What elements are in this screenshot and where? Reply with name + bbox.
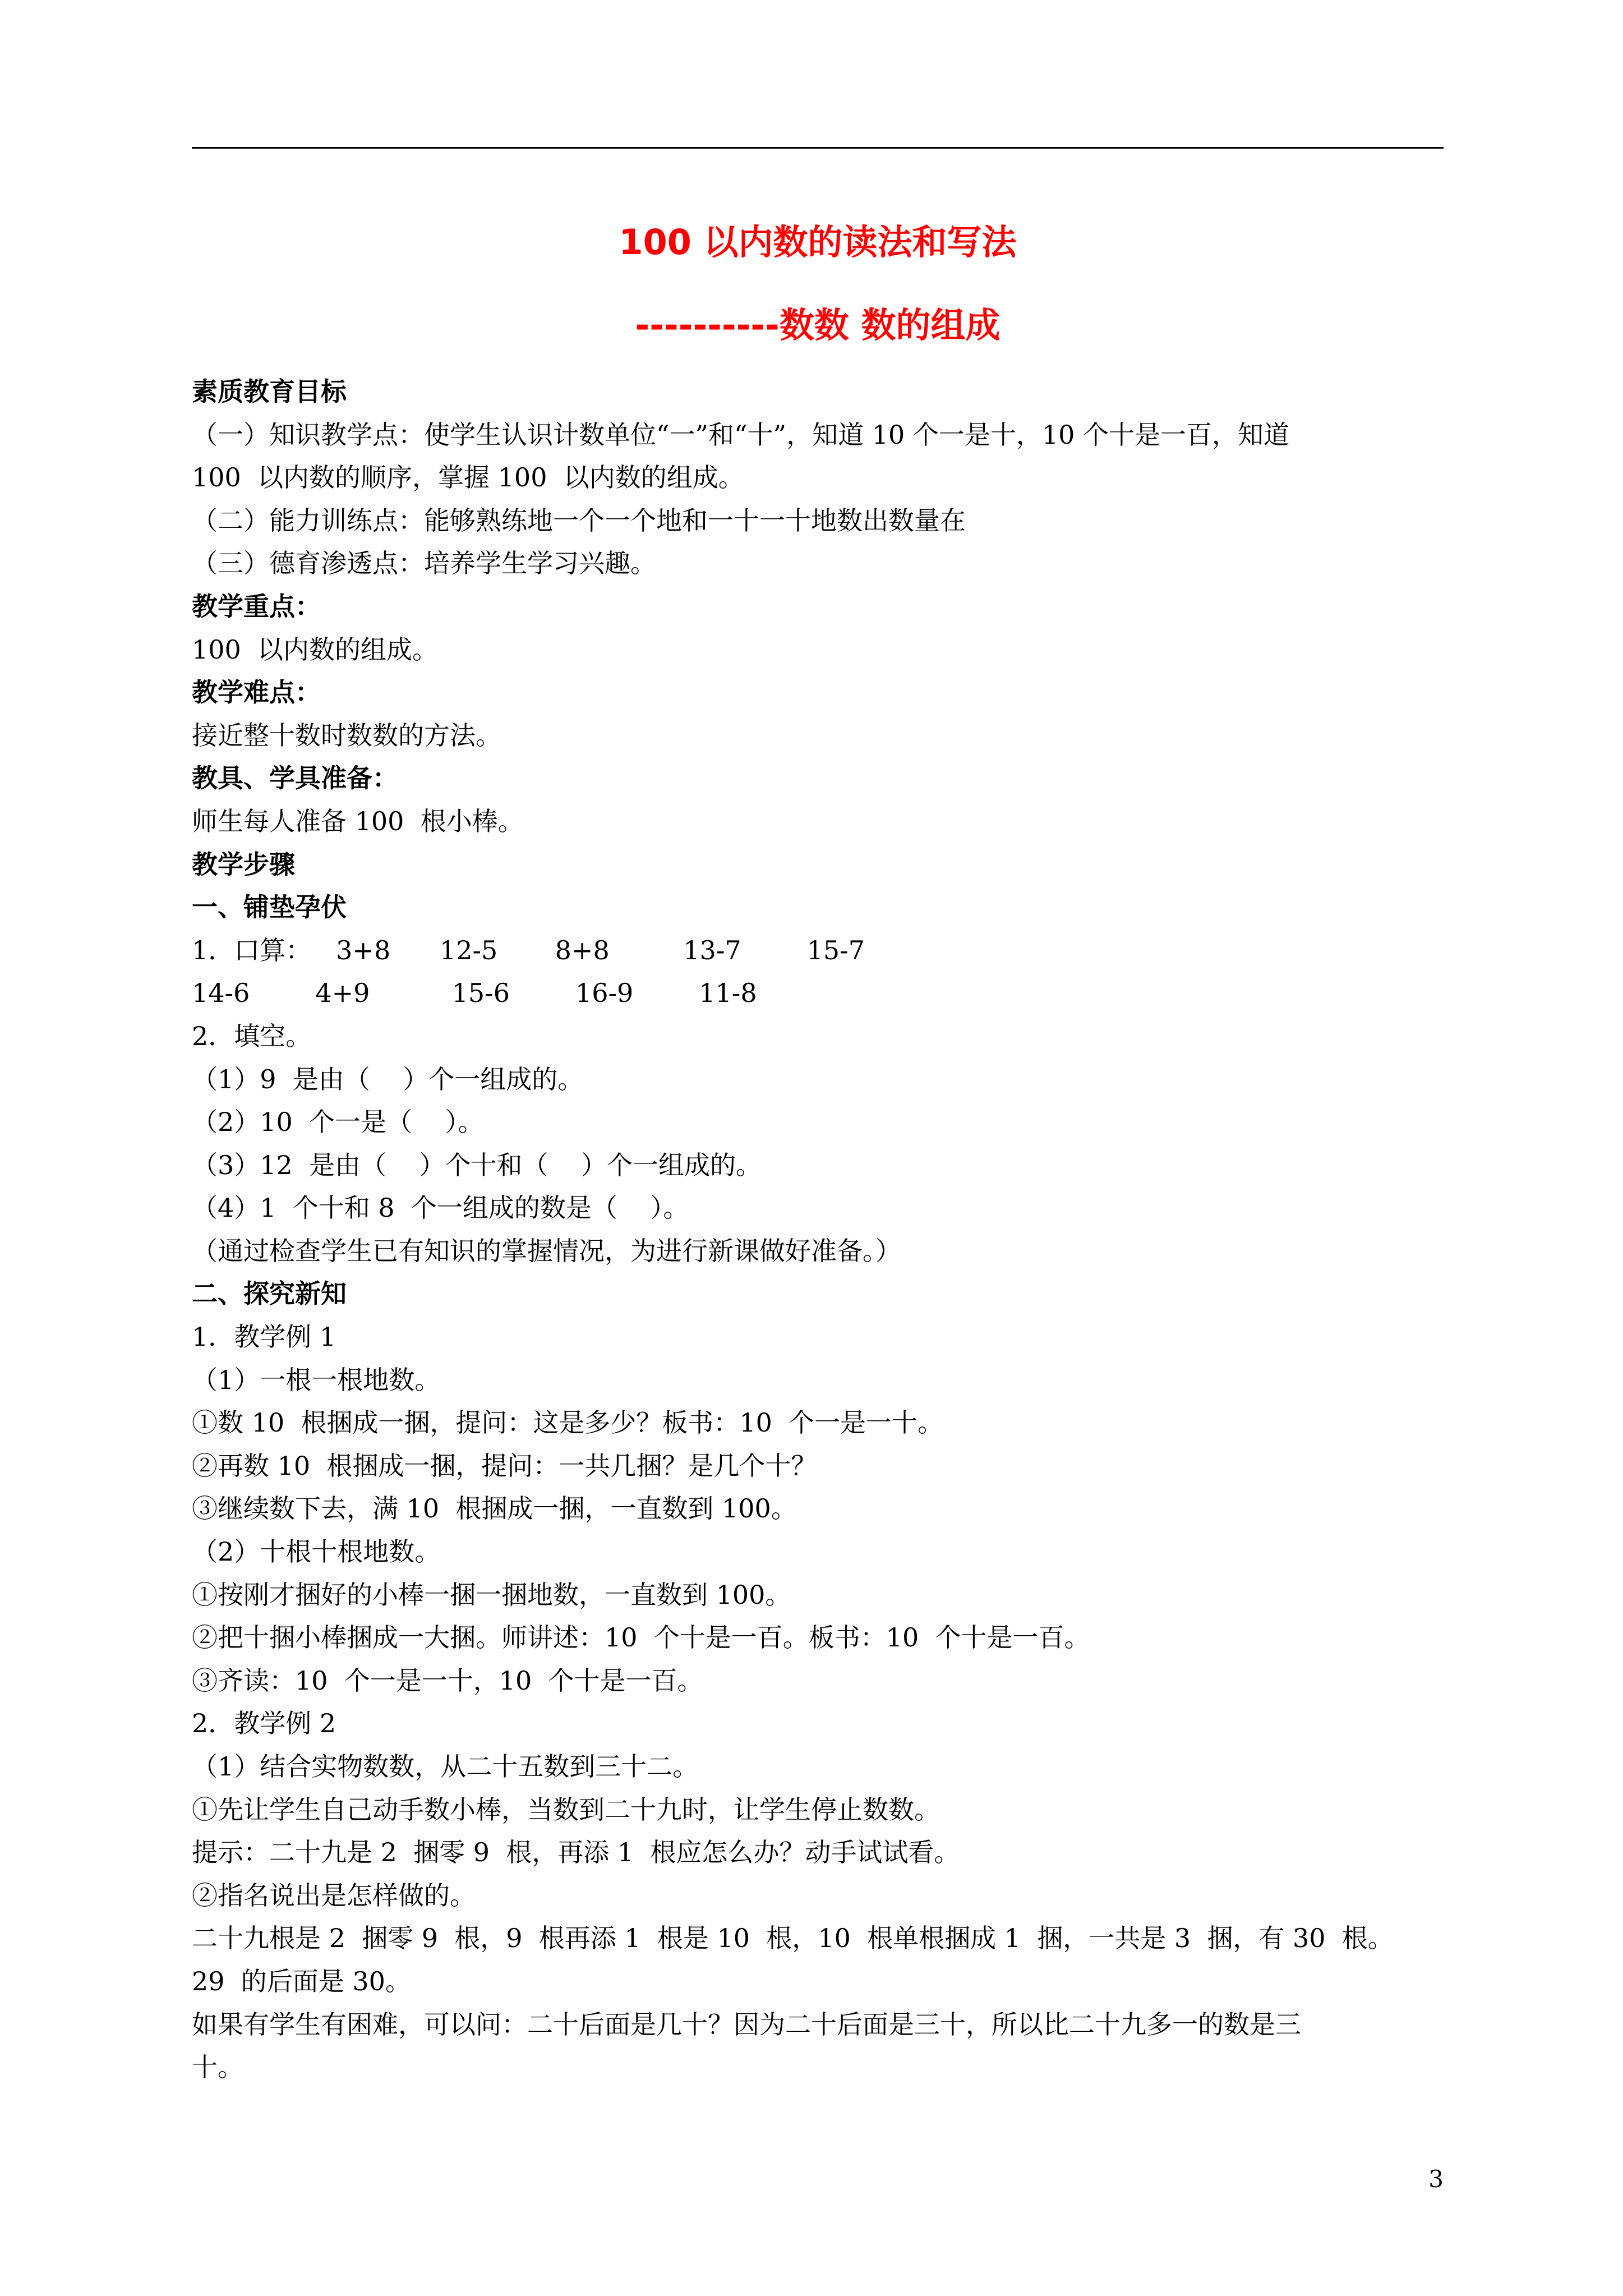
- text-line: ③齐读：10 个一是一十，10 个十是一百。: [192, 1665, 703, 1696]
- text-line: 二十九根是 2 捆零 9 根，9 根再添 1 根是 10 根，10 根单根捆成 1 捆，一共是 3 捆，有 30 根。: [192, 1923, 1394, 1954]
- text-line: （一）知识教学点：使学生认识计数单位“一”和“十”，知道 10 个一是十，10 个十是一百，知道: [192, 419, 1289, 450]
- section-heading: 教学难点：: [192, 677, 321, 708]
- document-body: [192, 370, 1444, 2089]
- section-heading: 教学重点：: [192, 591, 321, 622]
- document-title: 100 以内数的读法和写法: [619, 222, 1017, 263]
- text-line: ②把十捆小棒捆成一大捆。师讲述：10 个十是一百。板书：10 个十是一百。: [192, 1622, 1090, 1653]
- text-line: 1．教学例 1: [192, 1322, 336, 1352]
- header-rule: [192, 147, 1444, 149]
- text-line: （三）德育渗透点：培养学生学习兴趣。: [192, 548, 656, 579]
- section-heading: 教学步骤: [192, 849, 295, 880]
- text-line: （二）能力训练点：能够熟练地一个一个地和一十一十地数出数量在: [192, 505, 966, 536]
- text-line: 接近整十数时数数的方法。: [192, 720, 501, 751]
- text-line: 师生每人准备 100 根小棒。: [192, 806, 524, 836]
- text-line: 100 以内数的组成。: [192, 634, 439, 665]
- page-number: 3: [1428, 2165, 1444, 2193]
- text-line: 提示：二十九是 2 捆零 9 根，再添 1 根应怎么办？动手试试看。: [192, 1837, 960, 1868]
- text-line: 2．填空。: [192, 1020, 312, 1051]
- text-line: （4）1 个十和 8 个一组成的数是（ ）。: [192, 1193, 689, 1223]
- text-line: （1）结合实物数数，从二十五数到三十二。: [192, 1751, 699, 1782]
- text-line: 100 以内数的顺序，掌握 100 以内数的组成。: [192, 462, 744, 493]
- text-line: （2）10 个一是（ ）。: [192, 1107, 484, 1138]
- text-line: 1．口算： 3+8 12-5 8+8 13-7 15-7: [192, 935, 865, 965]
- text-line: ②指名说出是怎样做的。: [192, 1880, 476, 1911]
- text-line: ②再数 10 根捆成一捆，提问：一共几捆？是几个十？: [192, 1450, 817, 1481]
- text-line: ①按刚才捆好的小棒一捆一捆地数，一直数到 100。: [192, 1579, 791, 1610]
- text-line: 如果有学生有困难，可以问：二十后面是几十？因为二十后面是三十，所以比二十九多一的数是三: [192, 2009, 1301, 2040]
- text-line: （1）一根一根地数。: [192, 1364, 441, 1395]
- text-line: 29 的后面是 30。: [192, 1966, 411, 1996]
- section-heading: 素质教育目标: [192, 376, 347, 407]
- text-line: （2）十根十根地数。: [192, 1536, 441, 1567]
- text-line: （1）9 是由（ ）个一组成的。: [192, 1064, 584, 1094]
- section-heading: 教具、学具准备：: [192, 763, 398, 794]
- text-line: （3）12 是由（ ）个十和（ ）个一组成的。: [192, 1149, 762, 1180]
- text-line: （通过检查学生已有知识的掌握情况，为进行新课做好准备。）: [192, 1235, 901, 1266]
- section-heading: 一、铺垫孕伏: [192, 892, 347, 923]
- text-line: ①先让学生自己动手数小棒，当数到二十九时，让学生停止数数。: [192, 1794, 940, 1825]
- text-line: 14-6 4+9 15-6 16-9 11-8: [192, 978, 757, 1009]
- text-line: ①数 10 根捆成一捆，提问：这是多少？板书：10 个一是一十。: [192, 1407, 944, 1438]
- text-line: 十。: [192, 2052, 243, 2083]
- section-heading: 二、探究新知: [192, 1278, 347, 1309]
- text-line: ③继续数下去，满 10 根捆成一捆，一直数到 100。: [192, 1493, 797, 1524]
- text-line: 2．教学例 2: [192, 1708, 336, 1739]
- document-subtitle: ----------数数 数的组成: [635, 305, 1000, 346]
